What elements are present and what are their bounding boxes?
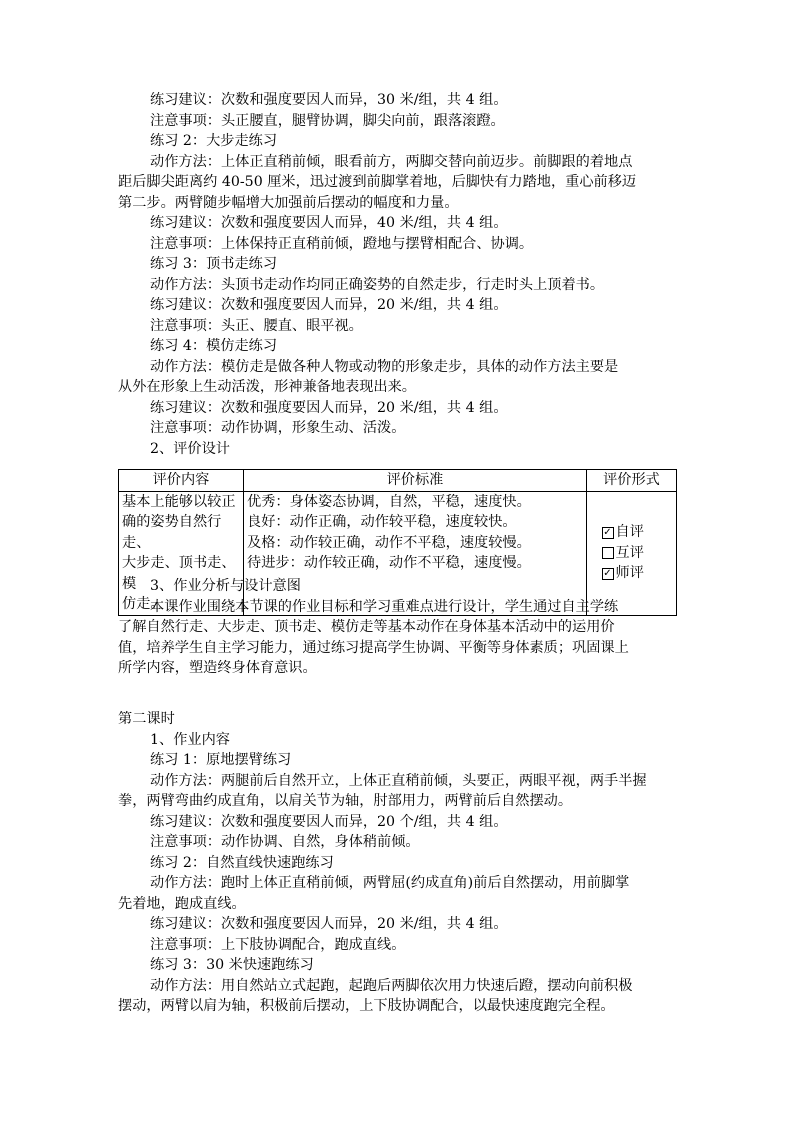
checked-checkbox-icon[interactable]: ✓ [603,567,612,579]
standard-line: 良好：动作正确，动作较平稳，速度较快。 [247,514,517,530]
paragraph-line: 先着地，跑成直线。 [118,895,246,912]
form-option-label: 互评 [615,544,644,561]
exercise-heading: 练习 2：自然直线快速跑练习 [150,854,334,871]
section-heading: 1、作业内容 [150,731,230,748]
paragraph-line: 拳，两臂弯曲约成直角，以肩关节为轴，肘部用力，两臂前后自然摆动。 [118,793,573,809]
form-option-label: 自评 [615,524,644,541]
exercise-heading: 练习 4：模仿走练习 [150,338,278,354]
paragraph-line: 了解自然行走、大步走、顶书走、模仿走等基本动作在身体基本活动中的运用价 [118,619,615,635]
paragraph-line: 动作方法：头顶书走动作均同正确姿势的自然走步，行走时头上顶着书。 [150,276,605,293]
paragraph-line: 注意事项：头正、腰直、眼平视。 [150,317,363,334]
form-option-teacher[interactable] [602,563,662,584]
paragraph-line: 注意事项：上体保持正直稍前倾，蹬地与摆臂相配合、协调。 [150,235,534,252]
paragraph-line: 练习建议：次数和强度要因人而异，20 米/组，共 4 组。 [150,297,508,313]
paragraph-line: 距后脚尖距离约 40-50 厘米，迅过渡到前脚掌着地，后脚快有力踏地，重心前移迈 [118,174,637,190]
paragraph-line: 动作方法：跑时上体正直稍前倾，两臂屈(约成直角)前后自然摆动，用前脚掌 [150,875,630,891]
exercise-heading: 练习 3：30 米快速跑练习 [150,957,314,973]
exercise-heading: 练习 2：大步走练习 [150,133,278,149]
paragraph-line: 注意事项：动作协调、自然，身体稍前倾。 [150,834,420,850]
paragraph-line: 所学内容，塑造终身体育意识。 [118,660,317,676]
content-line: 仿走。 [122,596,165,612]
content-line: 确的姿势自然行走、 [122,514,222,551]
paragraph-line: 摆动，两臂以肩为轴，积极前后摆动，上下肢协调配合，以最快速度跑完全程。 [118,998,615,1014]
standard-line: 待进步：动作较正确，动作不平稳，速度慢。 [247,555,531,571]
table-header-cell: 评价形式 [587,470,677,492]
checked-checkbox-icon[interactable]: ✓ [603,526,612,538]
empty-checkbox-icon[interactable] [602,547,614,559]
table-header-cell: 评价内容 [119,470,244,492]
paragraph-line: 注意事项：上下肢协调配合，跑成直线。 [150,936,406,953]
form-option-label: 师评 [615,565,644,582]
form-option-self[interactable] [602,522,662,543]
paragraph-line: 值，培养学生自主学习能力，通过练习提高学生协调、平衡等身体素质；巩固课上 [118,639,629,656]
paragraph-line: 从外在形象上生动活泼，形神兼备地表现出来。 [118,379,416,395]
paragraph-line: 动作方法：模仿走是做各种人物或动物的形象走步，具体的动作方法主要是 [150,358,619,375]
paragraph-line: 练习建议：次数和强度要因人而异，20 米/组，共 4 组。 [150,399,508,416]
exercise-heading: 练习 3：顶书走练习 [150,256,278,272]
content-line: 大步走、顶书走、模 [122,555,236,592]
paragraph-line: 练习建议：次数和强度要因人而异，30 米/组，共 4 组。 [150,92,508,108]
lesson-heading: 第二课时 [118,711,175,727]
section-heading: 3、作业分析与设计意图 [150,578,301,594]
content-line: 基本上能够以较正 [122,493,236,510]
section-heading: 2、评价设计 [150,440,230,457]
paragraph-line: 动作方法：两腿前后自然开立，上体正直稍前倾，头要正，两眼平视，两手半握 [150,772,647,789]
paragraph-line: 练习建议：次数和强度要因人而异，20 个/组，共 4 组。 [150,813,508,830]
paragraph-line: 练习建议：次数和强度要因人而异，20 米/组，共 4 组。 [150,916,508,932]
standard-line: 优秀：身体姿态协调，自然，平稳，速度快。 [247,493,531,510]
paragraph-line: 注意事项：头正腰直，腿臂协调，脚尖向前，跟落滚蹬。 [150,112,505,129]
paragraph-line: 动作方法：上体正直稍前倾，眼看前方，两脚交替向前迈步。前脚跟的着地点 [150,153,633,170]
paragraph-line: 第二步。两臂随步幅增大加强前后摆动的幅度和力量。 [118,194,459,211]
table-header-row [119,470,677,492]
paragraph-line: 注意事项：动作协调，形象生动、活泼。 [150,420,406,436]
paragraph-line: 本课作业围绕本节课的作业目标和学习重难点进行设计，学生通过自主学练 [150,598,619,615]
paragraph-line: 练习建议：次数和强度要因人而异，40 米/组，共 4 组。 [150,215,508,231]
table-header-cell: 评价标准 [244,470,587,492]
standard-line: 及格：动作较正确，动作不平稳，速度较慢。 [247,534,531,551]
form-option-peer[interactable] [602,543,662,564]
exercise-heading: 练习 1：原地摆臂练习 [150,752,292,768]
paragraph-line: 动作方法：用自然站立式起跑，起跑后两脚依次用力快速后蹬，摆动向前积极 [150,977,633,994]
